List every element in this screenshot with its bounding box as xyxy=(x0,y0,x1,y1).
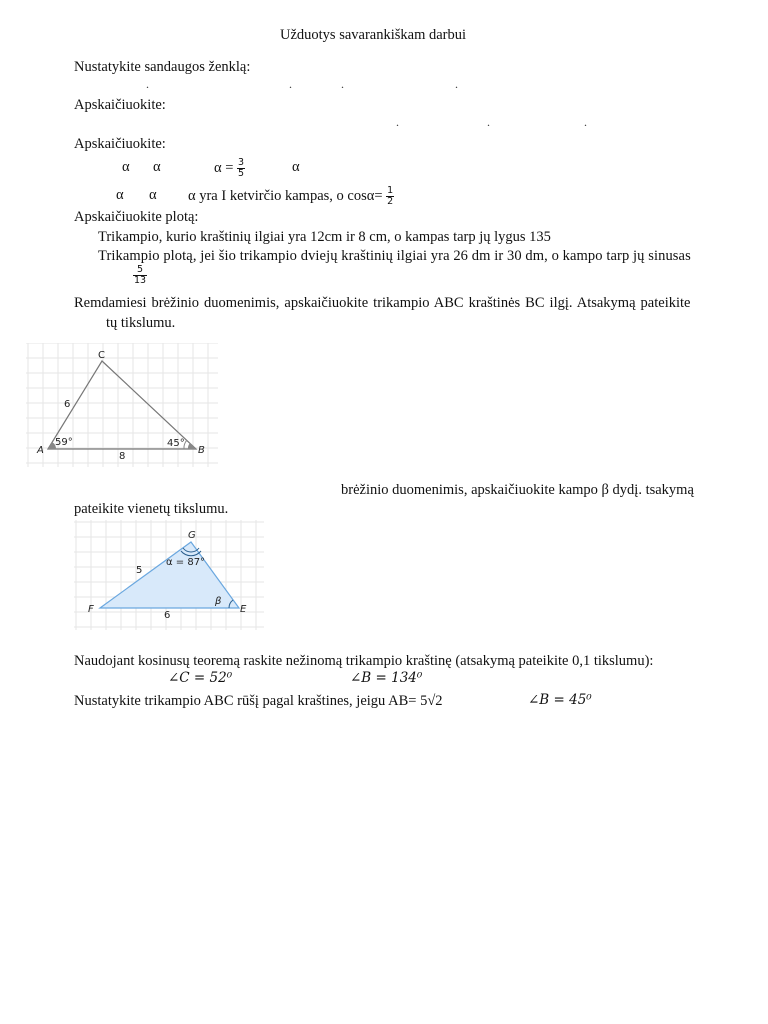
vertex-a-label: A xyxy=(37,445,44,456)
triangle-fge-figure xyxy=(74,520,264,630)
fraction-one-half xyxy=(386,186,394,207)
separator-dot: . xyxy=(341,77,344,91)
fraction-five-thirteenths xyxy=(133,265,147,286)
task7-text: Naudojant kosinusų teoremą raskite nežinomą trikampio kraštinę (atsakymą pateikite 0,1 tikslumu): xyxy=(74,653,654,669)
side-fg-label: 5 xyxy=(136,565,143,576)
vertex-f-label: F xyxy=(88,604,94,615)
fraction-denominator: 5 xyxy=(238,168,245,179)
alpha-equation xyxy=(214,158,245,179)
task7-angle-b: ∠B = 134⁰ xyxy=(350,670,423,686)
task8-text: Nustatykite trikampio ABC rūšį pagal kraštines, jeigu AB= 5√2 xyxy=(74,693,443,709)
separator-dot: . xyxy=(584,115,587,129)
side-ac-label: 6 xyxy=(64,399,71,410)
alpha-symbol: α xyxy=(292,159,300,175)
angle-a-label: 59° xyxy=(55,437,73,448)
task8-angle-b: ∠B = 45⁰ xyxy=(528,692,592,708)
alpha-symbol: α xyxy=(116,187,124,203)
alpha-condition-text: α yra I ketvirčio kampas, o cosα= xyxy=(188,187,383,204)
page-title: Užduotys savarankiškam darbui xyxy=(280,27,467,43)
task5-text-line1: Remdamiesi brėžinio duomenimis, apskaičiuokite trikampio ABC kraštinės BC ilgį. Atsakymą pateikite xyxy=(74,295,691,311)
angle-beta-label: β xyxy=(215,596,222,607)
fraction-denominator: 2 xyxy=(387,196,394,207)
side-ab-label: 8 xyxy=(119,451,126,462)
fraction-three-fifths xyxy=(237,158,245,179)
alpha-symbol: α xyxy=(122,159,130,175)
alpha-symbol: α xyxy=(153,159,161,175)
angle-b-label: 45° xyxy=(167,438,185,449)
separator-dot: . xyxy=(146,77,149,91)
fraction-numerator: 3 xyxy=(238,157,245,168)
fraction-numerator: 5 xyxy=(133,265,147,276)
task3-heading: Apskaičiuokite: xyxy=(74,136,166,152)
separator-dot: . xyxy=(396,115,399,129)
task5-text-line2: tų tikslumu. xyxy=(106,315,176,331)
separator-dot: . xyxy=(487,115,490,129)
separator-dot: . xyxy=(455,77,458,91)
angle-alpha-label: α = 87° xyxy=(166,557,206,568)
side-fe-label: 6 xyxy=(164,610,171,621)
task4-item2: Trikampio plotą, jei šio trikampio dviejų kraštinių ilgiai yra 26 dm ir 30 dm, o kampo tarp jų sinusas xyxy=(98,248,691,264)
task6-text-line2: pateikite vienetų tikslumu. xyxy=(74,501,229,517)
angle-b-mark xyxy=(188,443,196,449)
task2-heading: Apskaičiuokite: xyxy=(74,97,166,113)
alpha-condition xyxy=(188,186,394,207)
vertex-c-label: C xyxy=(98,350,105,361)
task6-text-line1: brėžinio duomenimis, apskaičiuokite kampo β dydį. tsakymą xyxy=(341,482,694,498)
fraction-denominator: 13 xyxy=(134,275,147,286)
vertex-g-label: G xyxy=(188,530,196,541)
triangle-abc-figure xyxy=(26,343,218,467)
fraction-numerator: 1 xyxy=(387,185,394,196)
alpha-symbol: α xyxy=(149,187,157,203)
task1-heading: Nustatykite sandaugos ženklą: xyxy=(74,59,251,75)
alpha-eq-label: α = xyxy=(214,159,234,176)
task7-angle-c: ∠C = 52⁰ xyxy=(168,670,233,686)
separator-dot: . xyxy=(289,77,292,91)
vertex-b-label: B xyxy=(198,445,205,456)
vertex-e-label: E xyxy=(240,604,247,615)
task4-item1: Trikampio, kurio kraštinių ilgiai yra 12cm ir 8 cm, o kampas tarp jų lygus 135 xyxy=(98,229,551,245)
task4-heading: Apskaičiuokite plotą: xyxy=(74,209,199,225)
